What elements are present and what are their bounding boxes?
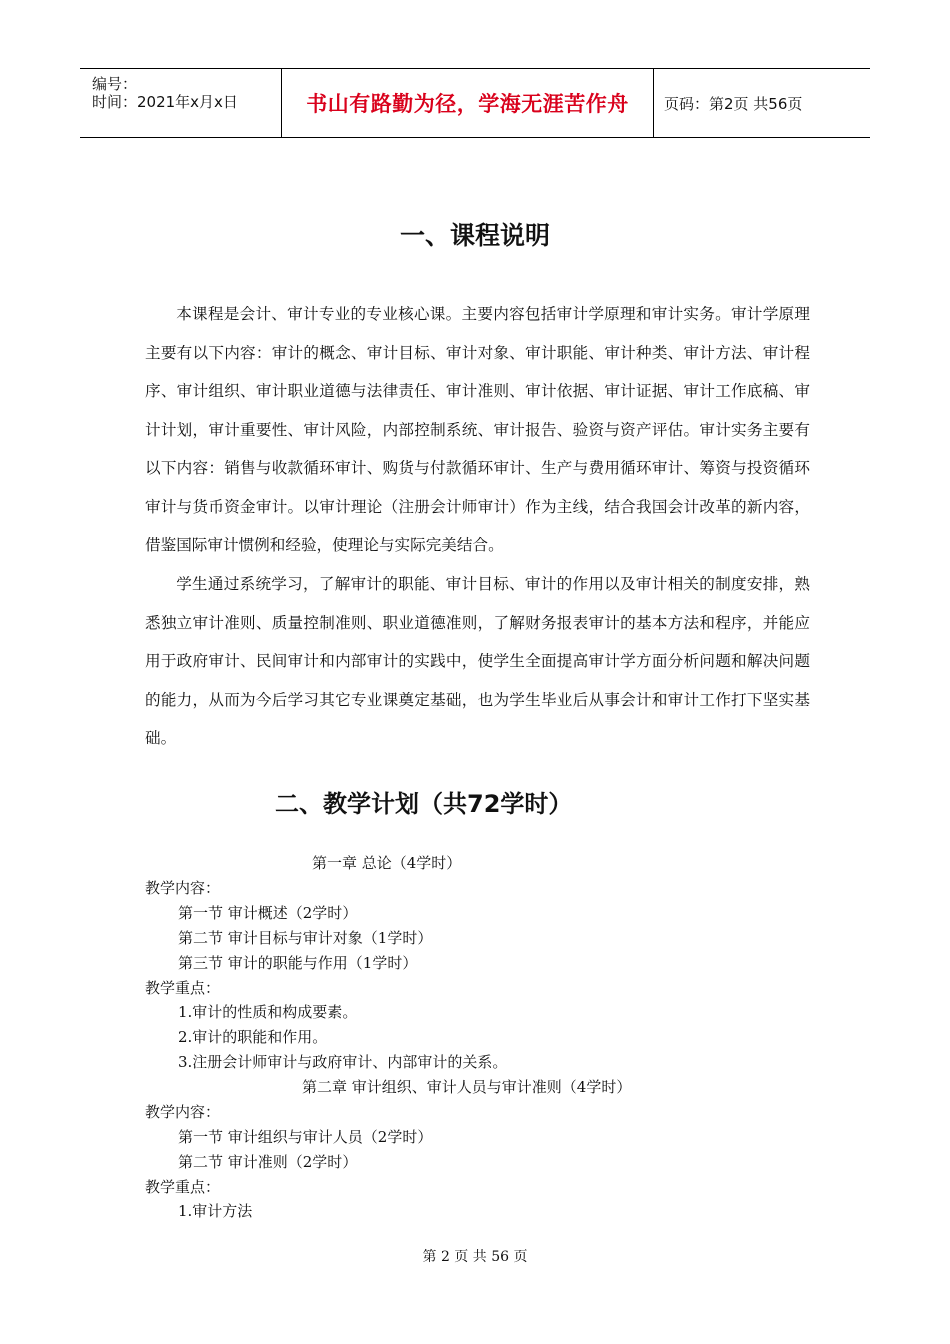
section2-title: 二、教学计划（共72学时）	[275, 790, 573, 818]
chapter1-title: 第一章 总论（4学时）	[312, 854, 462, 872]
chapter1-content-label: 教学内容：	[145, 879, 221, 897]
page-footer: 第 2 页 共 56 页	[422, 1249, 528, 1265]
document-number-label: 编号：	[92, 75, 138, 93]
chapter1-key-label: 教学重点：	[145, 979, 221, 997]
motto: 书山有路勤为径，学海无涯苦作舟	[306, 92, 629, 116]
header-table	[80, 68, 870, 138]
header-right-cell	[654, 69, 870, 137]
chapter2-key-point-1: 1.审计方法	[178, 1202, 253, 1220]
chapter2-section-2: 第二节 审计准则（2学时）	[178, 1153, 358, 1171]
chapter1-key-point-3: 3.注册会计师审计与政府审计、内部审计的关系。	[178, 1053, 508, 1071]
chapter2-content-label: 教学内容：	[145, 1103, 221, 1121]
chapter2-title: 第二章 审计组织、审计人员与审计准则（4学时）	[302, 1078, 632, 1096]
chapter1-key-point-1: 1.审计的性质和构成要素。	[178, 1003, 358, 1021]
section1-title: 一、课程说明	[399, 221, 550, 250]
header-middle-cell	[282, 69, 654, 137]
section1-paragraph-1: 本课程是会计、审计专业的专业核心课。主要内容包括审计学原理和审计实务。审计学原理主要有以下内容：审计的概念、审计目标、审计对象、审计职能、审计种类、审计方法、审计程序、审计组织、审计职业道德与法律责任、审计准则、审计依据、审计证据、审计工作底稿、审计计划，审计重要性、审计风险，内部控制系统、审计报告、验资与资产评估。审计实务主要有以下内容：销售与收款循环审计、购货与付款循环审计、生产与费用循环审计、筹资与投资循环审计与货币资金审计。以审计理论（注册会计师审计）作为主线，结合我国会计改革的新内容，借鉴国际审计惯例和经验，使理论与实际完美结合。	[145, 305, 810, 554]
header-left-cell	[80, 69, 282, 137]
document-date: 时间：2021年x月x日	[92, 93, 238, 111]
chapter1-section-1: 第一节 审计概述（2学时）	[178, 904, 358, 922]
chapter1-key-point-2: 2.审计的职能和作用。	[178, 1028, 328, 1046]
section1-paragraph-2: 学生通过系统学习，了解审计的职能、审计目标、审计的作用以及审计相关的制度安排，熟悉独立审计准则、质量控制准则、职业道德准则，了解财务报表审计的基本方法和程序，并能应用于政府审计、民间审计和内部审计的实践中，使学生全面提高审计学方面分析问题和解决问题的能力，从而为今后学习其它专业课奠定基础，也为学生毕业后从事会计和审计工作打下坚实基础。	[145, 575, 810, 747]
chapter1-section-2: 第二节 审计目标与审计对象（1学时）	[178, 929, 433, 947]
page-number-label: 页码：第2页 共56页	[664, 94, 803, 113]
chapter2-section-1: 第一节 审计组织与审计人员（2学时）	[178, 1128, 433, 1146]
chapter1-section-3: 第三节 审计的职能与作用（1学时）	[178, 954, 418, 972]
chapter2-key-label: 教学重点：	[145, 1178, 221, 1196]
